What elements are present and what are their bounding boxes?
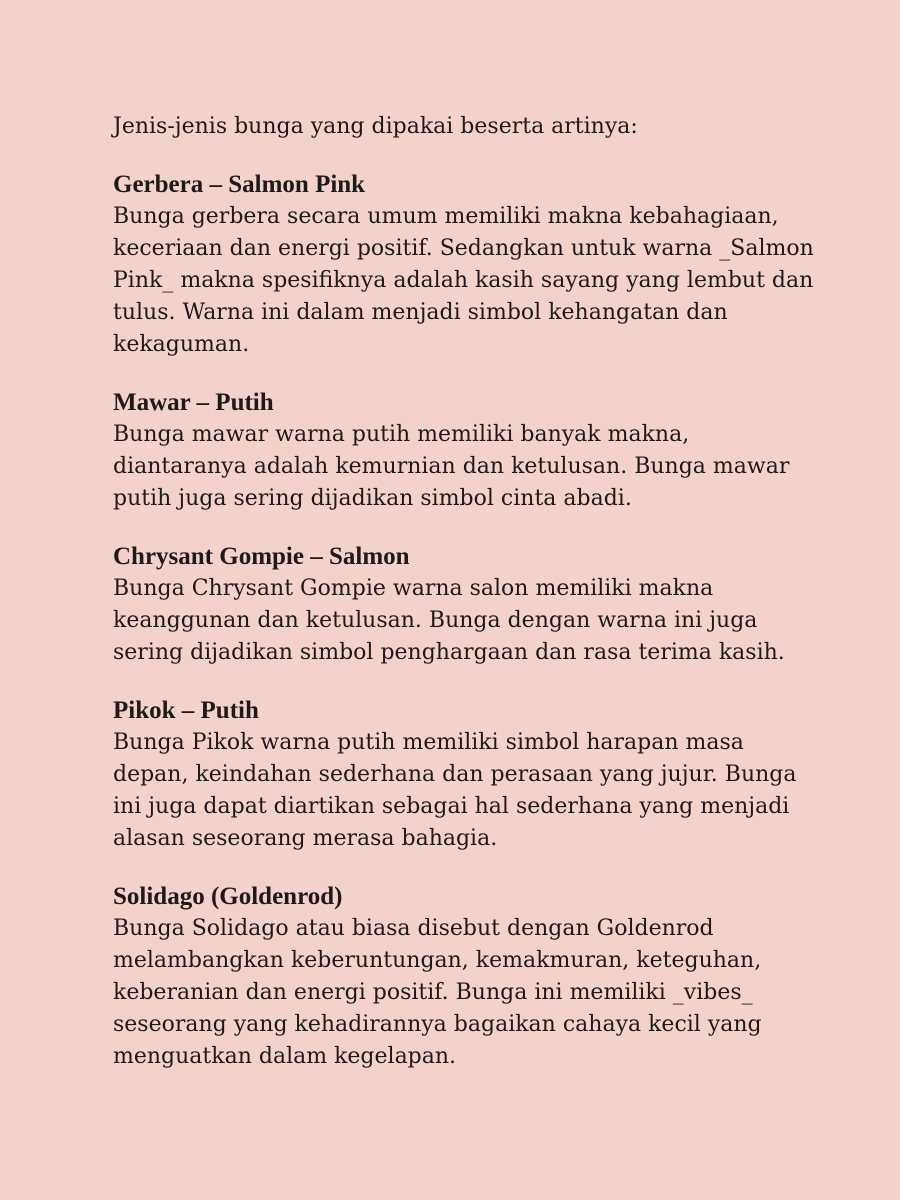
body-line: diantaranya adalah kemurnian dan ketulusan. Bunga mawar [113,454,790,479]
body-line: seseorang yang kehadirannya bagaikan cahaya kecil yang [113,1012,762,1037]
section-heading: Gerbera – Salmon Pink [113,171,366,198]
body-line: keberanian dan energi positif. Bunga ini memiliki _vibes_ [113,980,753,1005]
body-line: Bunga Chrysant Gompie warna salon memiliki makna [113,576,714,601]
body-line: keanggunan dan ketulusan. Bunga dengan warna ini juga [113,608,758,633]
body-line: Bunga mawar warna putih memiliki banyak makna, [113,422,690,447]
body-line: kekaguman. [113,332,250,357]
body-line: keceriaan dan energi positif. Sedangkan untuk warna _Salmon [113,236,814,261]
body-line: Bunga gerbera secara umum memiliki makna kebahagiaan, [113,204,779,229]
body-line: Bunga Pikok warna putih memiliki simbol harapan masa [113,730,744,755]
section-heading: Chrysant Gompie – Salmon [113,543,410,570]
section-chrysant [113,541,833,669]
body-line: menguatkan dalam kegelapan. [113,1044,457,1069]
section-gerbera [113,169,833,361]
section-heading: Mawar – Putih [113,389,274,416]
section-mawar [113,387,833,515]
body-line: sering dijadikan simbol penghargaan dan rasa terima kasih. [113,640,785,665]
body-line: tulus. Warna ini dalam menjadi simbol kehangatan dan [113,300,728,325]
body-line: Pink_ makna spesifiknya adalah kasih sayang yang lembut dan [113,268,814,293]
body-line: ini juga dapat diartikan sebagai hal sederhana yang menjadi [113,794,790,819]
section-solidago [113,881,833,1073]
intro-text: Jenis-jenis bunga yang dipakai beserta artinya: [113,114,638,139]
section-heading: Pikok – Putih [113,697,259,724]
body-line: alasan seseorang merasa bahagia. [113,826,498,851]
body-line: depan, keindahan sederhana dan perasaan yang jujur. Bunga [113,762,797,787]
body-line: putih juga sering dijadikan simbol cinta abadi. [113,486,632,511]
section-heading: Solidago (Goldenrod) [113,883,343,910]
body-line: Bunga Solidago atau biasa disebut dengan Goldenrod [113,916,714,941]
section-pikok [113,695,833,855]
body-line: melambangkan keberuntungan, kemakmuran, keteguhan, [113,948,762,973]
document-page [113,111,833,1099]
